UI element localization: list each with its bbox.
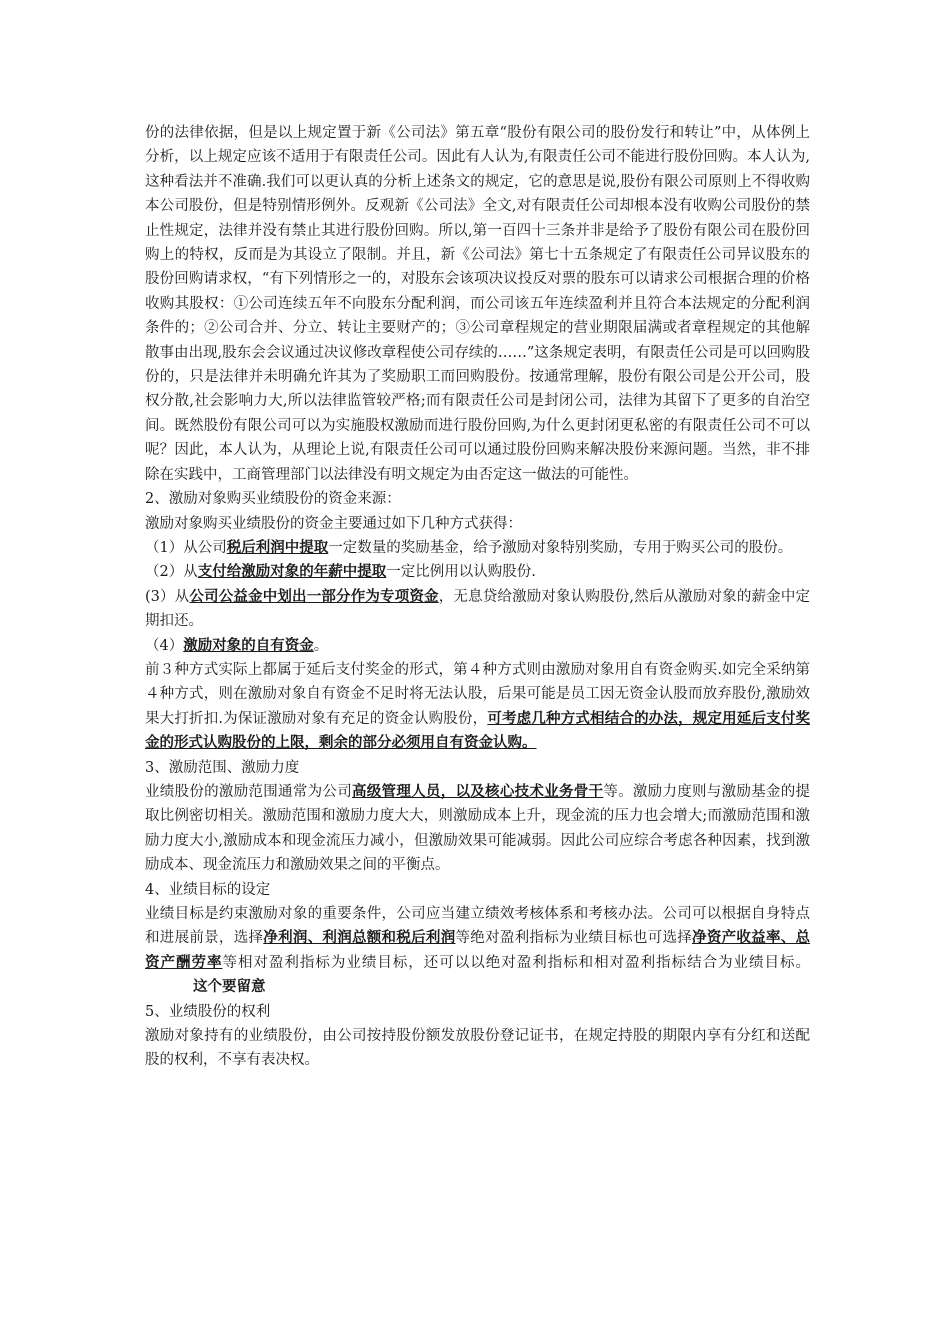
paragraph-fund-methods: 前３种方式实际上都属于延后支付奖金的形式，第４种方式则由激励对象用自有资金购买.如完全采纳第４种方式，则在激励对象自有资金不足时将无法认股，后果可能是员工因无资金认股而放弃股份,激励效果大打折扣.为保证激励对象有充足的资金认购股份，可考虑几种方式相结合的办法，规定用延后支付奖金的形式认购股份的上限，剩余的部分必须用自有资金认购。 bbox=[145, 661, 811, 752]
emphasis-senior-staff: 高级管理人员，以及核心技术业务骨干 bbox=[351, 782, 604, 800]
emphasis-public-welfare-fund: 公司公益金中划出一部分作为专项资金 bbox=[189, 587, 439, 605]
paragraph-share-rights: 激励对象持有的业绩股份，由公司按持股份额发放股份登记证书，在规定持股的期限内享有分红和送配股的权利，不享有表决权。 bbox=[145, 1028, 810, 1069]
list-item-1: （1）从公司税后利润中提取一定数量的奖励基金，给予激励对象特别奖励，专用于购买公司的股份。 bbox=[145, 538, 793, 556]
heading-incentive-scope: 3、激励范围、激励力度 bbox=[145, 759, 300, 776]
list-item-2: （2）从支付给激励对象的年薪中提取一定比例用以认购股份. bbox=[145, 563, 536, 581]
document-body bbox=[145, 121, 810, 1073]
emphasis-own-funds: 激励对象的自有资金 bbox=[183, 636, 314, 654]
list-item-4: （4）激励对象的自有资金。 bbox=[145, 636, 329, 654]
emphasis-after-tax-profit: 税后利润中提取 bbox=[226, 538, 329, 556]
paragraph-incentive-scope: 业绩股份的激励范围通常为公司高级管理人员，以及核心技术业务骨干等。激励力度则与激励基金的提取比例密切相关。激励范围和激励力度大大，则激励成本上升，现金流的压力也会增大;而激励范围和激励力度大小,激励成本和现金流压力减小，但激励效果可能减弱。因此公司应综合考虑各种因素，找到激励成本、现金流压力和激励效果之间的平衡点。 bbox=[145, 782, 811, 874]
heading-performance-targets: 4、业绩目标的设定 bbox=[145, 881, 271, 898]
emphasis-combined-methods: 可考虑几种方式相结合的办法，规定用延后支付奖金的形式认购股份的上限，剩余的部分必须用自有资金认购。 bbox=[145, 709, 811, 752]
paragraph-share-buyback: 份的法律依据，但是以上规定置于新《公司法》第五章“股份有限公司的股份发行和转让”中，从体例上分析，以上规定应该不适用于有限责任公司。因此有人认为,有限责任公司不能进行股份回购。本人认为,这种看法并不准确.我们可以更认真的分析上述条文的规定，它的意思是说,股份有限公司原则上不得收购本公司股份，但是特别情形例外。反观新《公司法》全文,对有限责任公司却根本没有收购公司股份的禁止性规定，法律并没有禁止其进行股份回购。所以,第一百四十三条并非是给予了股份有限公司在股份回购上的特权，反而是为其设立了限制。并且，新《公司法》第七十五条规定了有限责任公司异议股东的股份回购请求权，“有下列情形之一的，对股东会该项决议投反对票的股东可以请求公司根据合理的价格收购其股权：①公司连续五年不向股东分配利润，而公司该五年连续盈利并且符合本法规定的分配利润条件的；②公司合并、分立、转让主要财产的；③公司章程规定的营业期限届满或者章程规定的其他解散事由出现,股东会会议通过决议修改章程使公司存续的……”这条规定表明，有限责任公司是可以回购股份的，只是法律并未明确允许其为了奖励职工而回购股份。按通常理解，股份有限公司是公开公司，股权分散,社会影响力大,所以法律监管较严格;而有限责任公司是封闭公司，法律为其留下了更多的自治空间。既然股份有限公司可以为实施股权激励而进行股份回购,为什么更封闭更私密的有限责任公司不可以呢？因此，本人认为，从理论上说,有限责任公司可以通过股份回购来解决股份来源问题。当然，非不排除在实践中，工商管理部门以法律没有明文规定为由否定这一做法的可能性。 bbox=[145, 125, 810, 483]
list-item-3: (3）从公司公益金中划出一部分作为专项资金，无息贷给激励对象认购股份,然后从激励对象的薪金中定期扣还。 bbox=[145, 587, 811, 630]
emphasis-annual-salary: 支付给激励对象的年薪中提取 bbox=[197, 563, 387, 581]
emphasis-absolute-indicators: 净利润、利润总额和税后利润 bbox=[263, 929, 456, 947]
paragraph-performance-targets: 业绩目标是约束激励对象的重要条件，公司应当建立绩效考核体系和考核办法。公司可以根据自身特点和进展前景，选择净利润、利润总额和税后利润等绝对盈利指标为业绩目标也可选择净资产收益率、总资产酬劳率等相对盈利指标为业绩目标，还可以以绝对盈利指标和相对盈利指标结合为业绩目标。这个要留意 bbox=[145, 906, 811, 996]
emphasis-relative-indicators: 净资产收益率、总资产酬劳率 bbox=[145, 929, 811, 971]
note-attention: 这个要留意 bbox=[193, 978, 266, 996]
heading-fund-source: 2、激励对象购买业绩股份的资金来源： bbox=[145, 491, 401, 508]
heading-share-rights: 5、业绩股份的权利 bbox=[145, 1003, 271, 1020]
paragraph-fund-intro: 激励对象购买业绩股份的资金主要通过如下几种方式获得： bbox=[145, 515, 522, 532]
